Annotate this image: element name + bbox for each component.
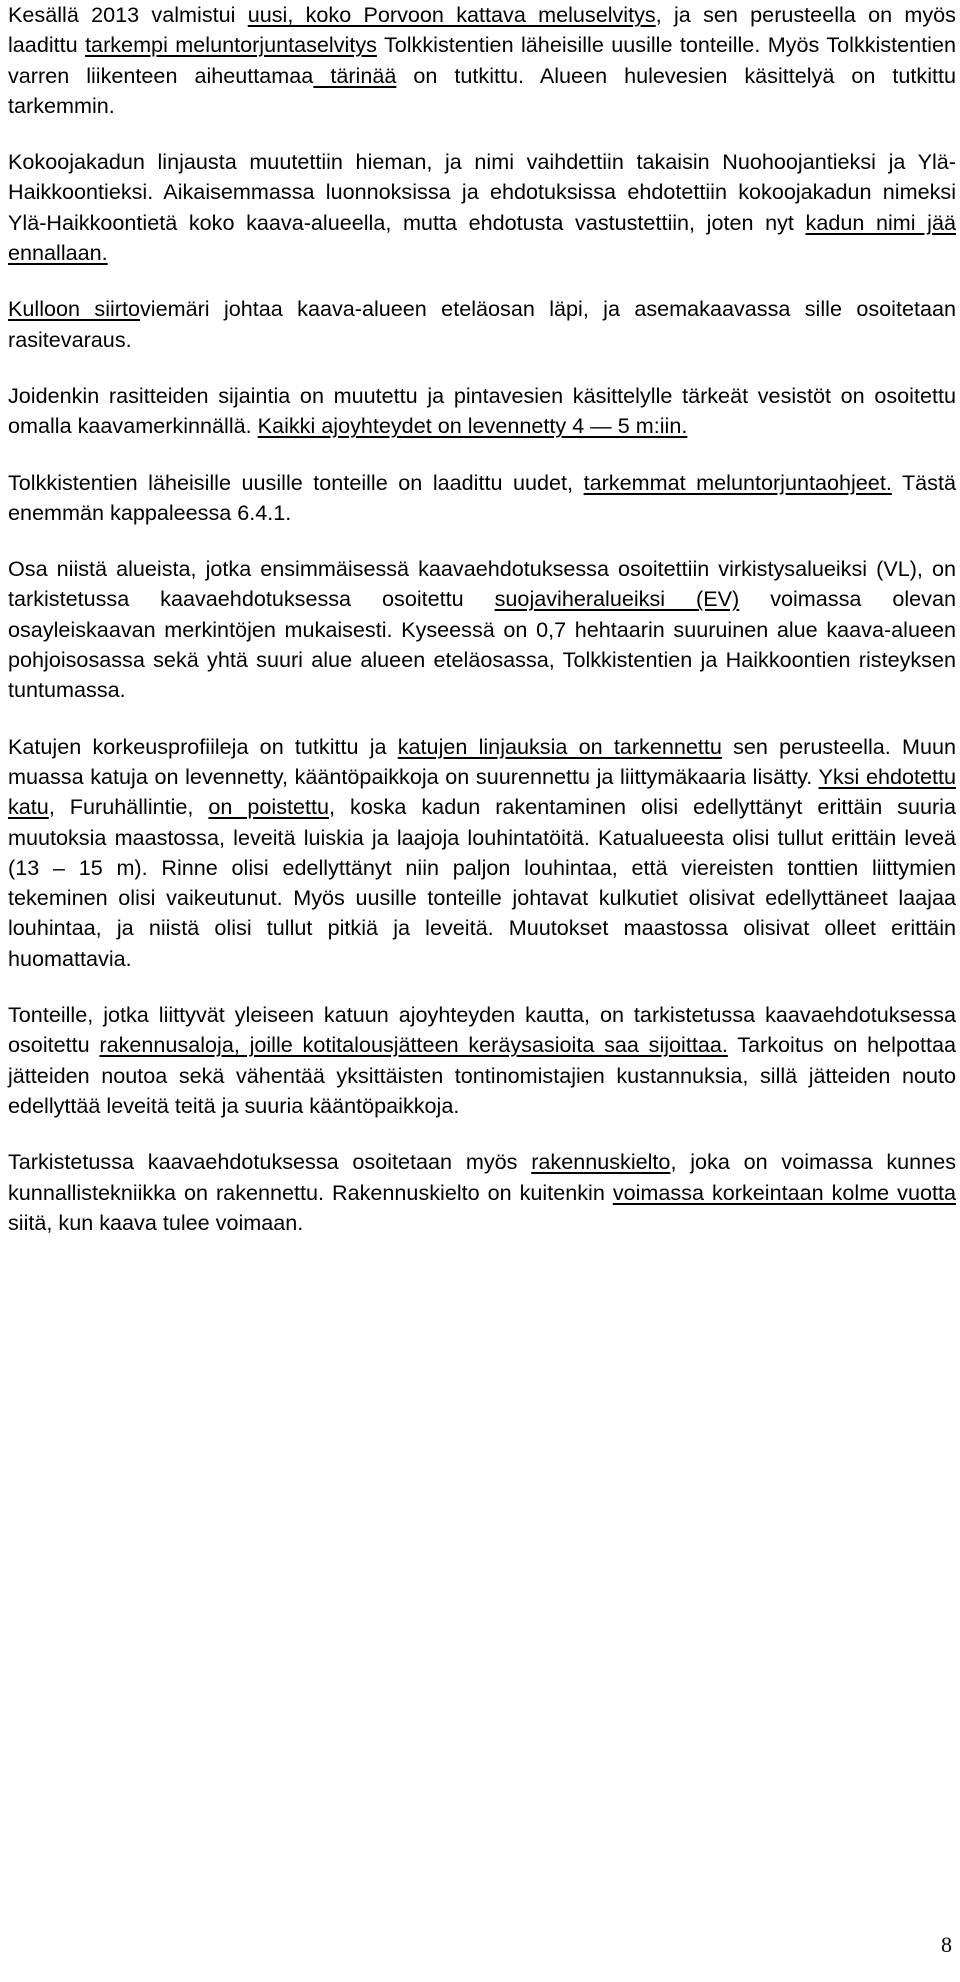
underlined-text: katujen linjauksia on tarkennettu xyxy=(397,733,722,759)
underlined-text: Kaikki ajoyhteydet on levennetty 4 — 5 m:iin. xyxy=(257,413,688,439)
paragraph-p2 xyxy=(8,147,956,268)
paragraph-text: siitä, kun kaava tulee voimaan. xyxy=(8,1209,304,1235)
underlined-text: tarkempi meluntorjuntaselvitys xyxy=(85,32,377,58)
page-number: 8 xyxy=(941,1932,952,1957)
underlined-text: tärinää xyxy=(313,62,397,88)
underlined-text: on poistettu xyxy=(208,794,330,820)
underlined-text: rakennuskielto xyxy=(531,1149,671,1175)
paragraph-p8 xyxy=(8,1000,956,1121)
paragraph-text: Osa niistä alueista, jotka ensimmäisessä kaavaehdotuksessa osoitettiin virkistysalueiksi (VL), on tarkistetussa kaavaehdotuksessa osoitettu xyxy=(8,556,956,612)
paragraph-p1 xyxy=(8,0,956,121)
underlined-text: tarkemmat meluntorjuntaohjeet. xyxy=(583,469,892,495)
paragraph-text: Joidenkin rasitteiden sijaintia on muutettu ja pintavesien käsittelylle tärkeät vesistöt on osoitettu omalla kaavamerkinnällä. xyxy=(8,382,956,439)
paragraph-text: voimassa olevan osayleiskaavan merkintöjen mukaisesti. Kyseessä on 0,7 hehtaarin suuruinen alue kaava-alueen pohjoisosassa sekä yhtä suuri alue alueen eteläosassa, Tolkkistentien ja Haikkoontien risteyksen tuntumassa. xyxy=(8,586,957,703)
paragraph-text: Tarkoitus on helpottaa jätteiden noutoa sekä vähentää yksittäisten tontinomistajien kustannuksia, sillä jätteiden nouto edellyttää leveitä teitä ja suuria kääntöpaikkoja. xyxy=(8,1032,956,1118)
paragraph-text: , koska kadun rakentaminen olisi edellyttänyt erittäin suuria muutoksia maastossa, leveitä luiskia ja laajoja louhintatöitä. Katualueesta olisi tullut erittäin leveä (13 – 15 m). Rinne olisi edellyttänyt niin paljon louhintaa, että viereisten tonttien liittymien tekeminen olisi vaikeutunut. Myös uusille tonteille johtavat kulkutiet olisivat edellyttäneet laajaa louhintaa, ja niistä olisi tullut pitkiä ja leveitä. Muutokset maastossa olisivat olleet erittäin huomattavia. xyxy=(8,794,956,971)
paragraph-text: on tutkittu. Alueen hulevesien käsittelyä on tutkittu tarkemmin. xyxy=(8,62,957,118)
paragraph-text: Kokoojakadun linjausta muutettiin hieman, ja nimi vaihdettiin takaisin Nuohoojantieksi ja Ylä-Haikkoontieksi. Aikaisemmassa luonnoksissa ja ehdotuksissa ehdotettiin kokoojakadun nimeksi Ylä-Haikkoontietä koko kaava-alueella, mutta ehdotusta vastustettiin, joten nyt xyxy=(8,149,956,235)
underlined-text: uusi, koko Porvoon kattava meluselvitys xyxy=(247,2,656,27)
paragraph-p6 xyxy=(8,554,956,705)
paragraph-text: Tästä enemmän kappaleessa 6.4.1. xyxy=(8,469,956,525)
paragraph-p7 xyxy=(8,732,956,974)
paragraph-text: Tarkistetussa kaavaehdotuksessa osoitetaan myös xyxy=(8,1149,532,1175)
paragraph-text: , Furuhällintie, xyxy=(48,794,209,820)
paragraph-text: Tolkkistentien läheisille uusille tonteille on laadittu uudet, xyxy=(8,469,584,495)
paragraph-text: Katujen korkeusprofiileja on tutkittu ja xyxy=(8,733,398,759)
paragraph-text: , joka on voimassa kunnes kunnallistekniikka on rakennettu. Rakennuskielto on kuitenkin xyxy=(8,1149,956,1205)
underlined-text: kadun nimi jää ennallaan. xyxy=(8,209,957,266)
paragraph-text: , ja sen perusteella on myös laadittu xyxy=(8,2,956,58)
document-body xyxy=(8,0,956,1264)
paragraph-text: Kesällä 2013 valmistui xyxy=(8,2,248,27)
underlined-text: rakennusaloja, joille kotitalousjätteen keräysasioita saa sijoittaa. xyxy=(99,1032,728,1058)
underlined-text: Kulloon siirto xyxy=(8,296,140,322)
underlined-text: voimassa korkeintaan kolme vuotta xyxy=(612,1179,956,1205)
underlined-text: suojaviheralueiksi (EV) xyxy=(494,586,740,612)
paragraph-text: viemäri johtaa kaava-alueen eteläosan läpi, ja asemakaavassa sille osoitetaan rasitevaraus. xyxy=(8,296,956,352)
paragraph-text: sen perusteella. Muun muassa katuja on levennetty, kääntöpaikkoja on suurennettu ja liittymäkaaria lisätty. xyxy=(8,733,957,789)
paragraph-p5 xyxy=(8,468,956,529)
paragraph-p3 xyxy=(8,294,956,355)
paragraph-p4 xyxy=(8,381,956,442)
paragraph-text: Tolkkistentien läheisille uusille tonteille. Myös Tolkkistentien varren liikenteen aiheuttamaa xyxy=(8,32,956,88)
underlined-text: Yksi ehdotettu katu xyxy=(8,763,956,820)
paragraph-p9 xyxy=(8,1147,956,1238)
paragraph-text: Tonteille, jotka liittyvät yleiseen katuun ajoyhteyden kautta, on tarkistetussa kaavaehdotuksessa osoitettu xyxy=(8,1002,956,1058)
